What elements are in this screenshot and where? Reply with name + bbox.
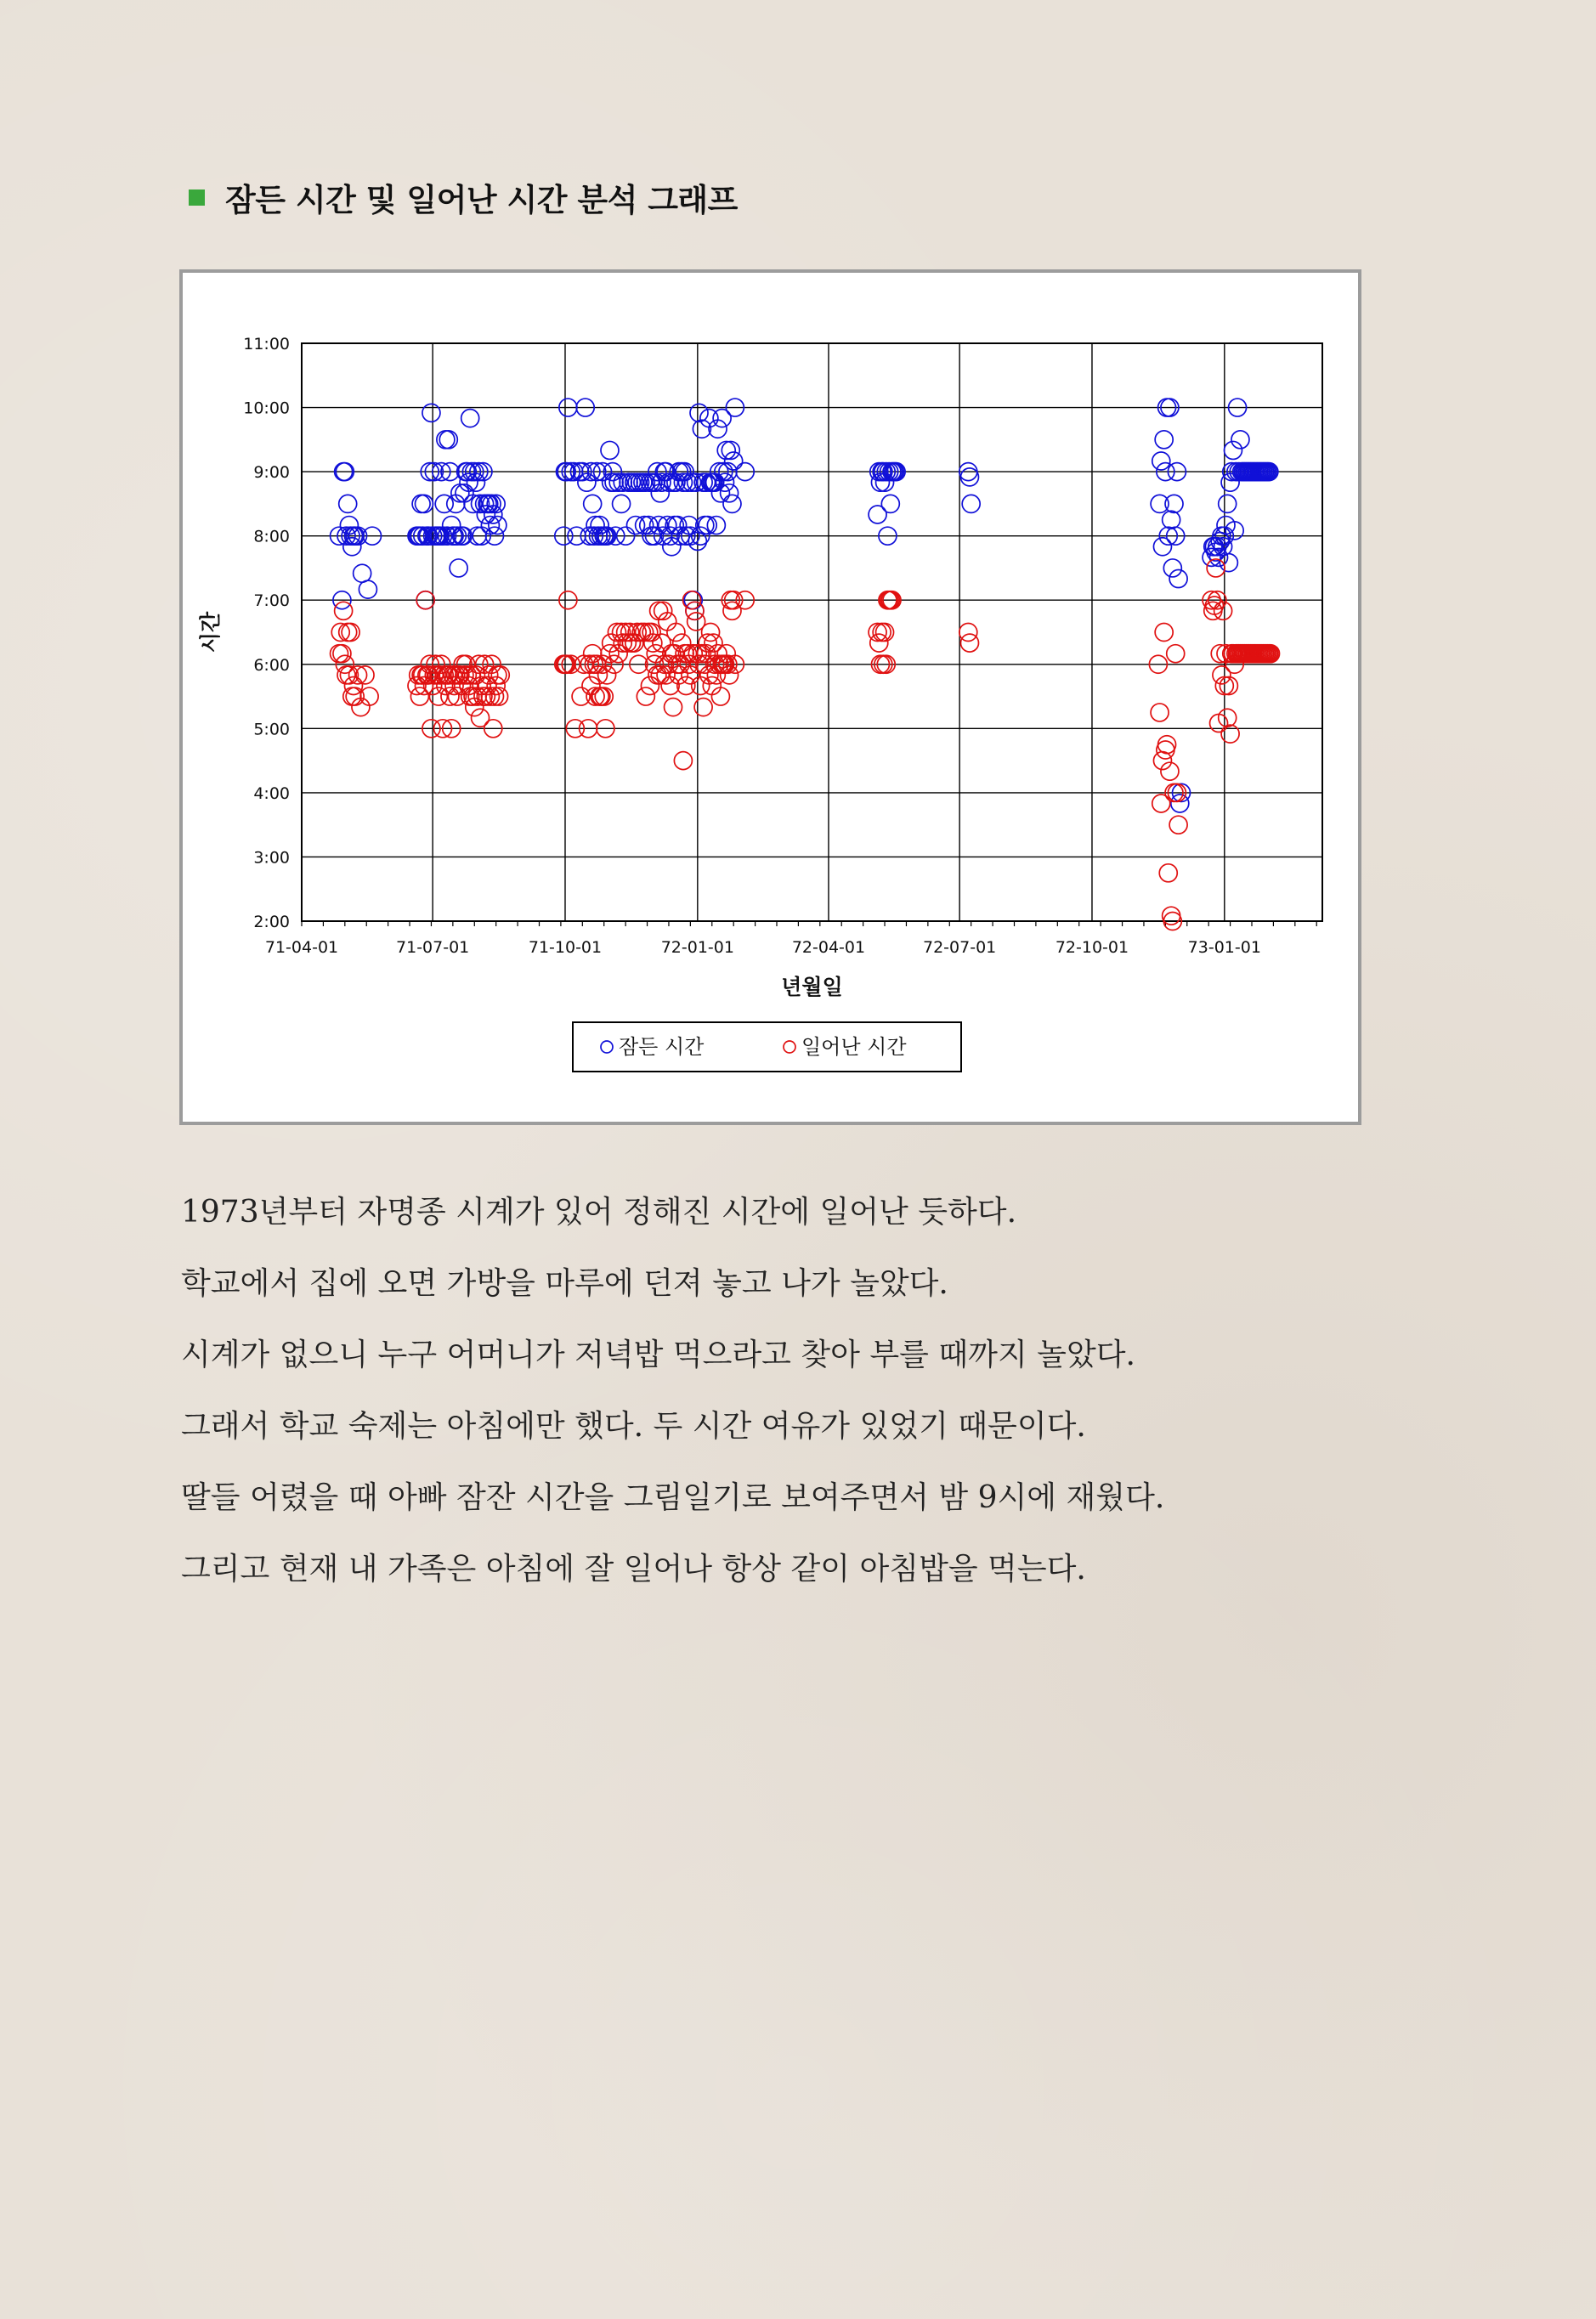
x-tick-label: 72-04-01 bbox=[791, 938, 866, 957]
x-axis-title: 년월일 bbox=[781, 975, 843, 999]
y-tick-label: 5:00 bbox=[253, 720, 290, 739]
x-tick-label: 71-10-01 bbox=[528, 938, 603, 957]
y-tick-label: 3:00 bbox=[253, 848, 290, 868]
y-tick-label: 10:00 bbox=[243, 399, 290, 418]
paragraph-line: 그래서 학교 숙제는 아침에만 했다. 두 시간 여유가 있었기 때문이다. bbox=[181, 1409, 1086, 1444]
paragraph-line: 학교에서 집에 오면 가방을 마루에 던져 놓고 나가 놀았다. bbox=[181, 1266, 948, 1301]
x-tick-label: 73-01-01 bbox=[1187, 938, 1261, 957]
green-square-bullet-icon bbox=[189, 189, 205, 206]
section-title: 잠든 시간 및 일어난 시간 분석 그래프 bbox=[225, 182, 738, 218]
paragraph-line: 그리고 현재 내 가족은 아침에 잘 일어나 항상 같이 아침밥을 먹는다. bbox=[181, 1552, 1086, 1587]
section-heading bbox=[189, 173, 738, 221]
y-tick-label: 8:00 bbox=[253, 527, 290, 546]
x-tick-label: 71-07-01 bbox=[396, 938, 470, 957]
y-axis-title: 시간 bbox=[198, 611, 223, 653]
y-tick-label: 9:00 bbox=[253, 463, 290, 483]
chart-frame bbox=[179, 269, 1361, 1125]
y-tick-label: 7:00 bbox=[253, 591, 290, 611]
chart-legend bbox=[573, 1022, 961, 1072]
y-tick-label: 2:00 bbox=[253, 913, 290, 931]
plot-area bbox=[302, 343, 1322, 921]
paragraph-line: 딸들 어렸을 때 아빠 잠잔 시간을 그림일기로 보여주면서 밤 9시에 재웠다. bbox=[181, 1480, 1165, 1515]
y-tick-label: 6:00 bbox=[253, 655, 290, 675]
y-tick-label: 4:00 bbox=[253, 783, 290, 803]
chart-grid bbox=[302, 343, 1322, 921]
paragraph-line: 1973년부터 자명종 시계가 있어 정해진 시간에 일어난 듯하다. bbox=[181, 1195, 1017, 1230]
scatter-chart bbox=[183, 273, 1358, 1122]
legend-wake-label: 일어난 시간 bbox=[801, 1035, 907, 1059]
body-text bbox=[181, 1177, 1456, 1605]
x-tick-label: 72-07-01 bbox=[923, 938, 997, 957]
x-tick-label: 72-10-01 bbox=[1055, 938, 1129, 957]
x-tick-label: 72-01-01 bbox=[660, 938, 734, 957]
paragraph-line: 시계가 없으니 누구 어머니가 저녁밥 먹으라고 찾아 부를 때까지 놀았다. bbox=[181, 1338, 1135, 1372]
legend-sleep-label: 잠든 시간 bbox=[619, 1035, 705, 1059]
y-tick-label: 11:00 bbox=[243, 335, 290, 354]
x-tick-label: 71-04-01 bbox=[264, 938, 339, 957]
